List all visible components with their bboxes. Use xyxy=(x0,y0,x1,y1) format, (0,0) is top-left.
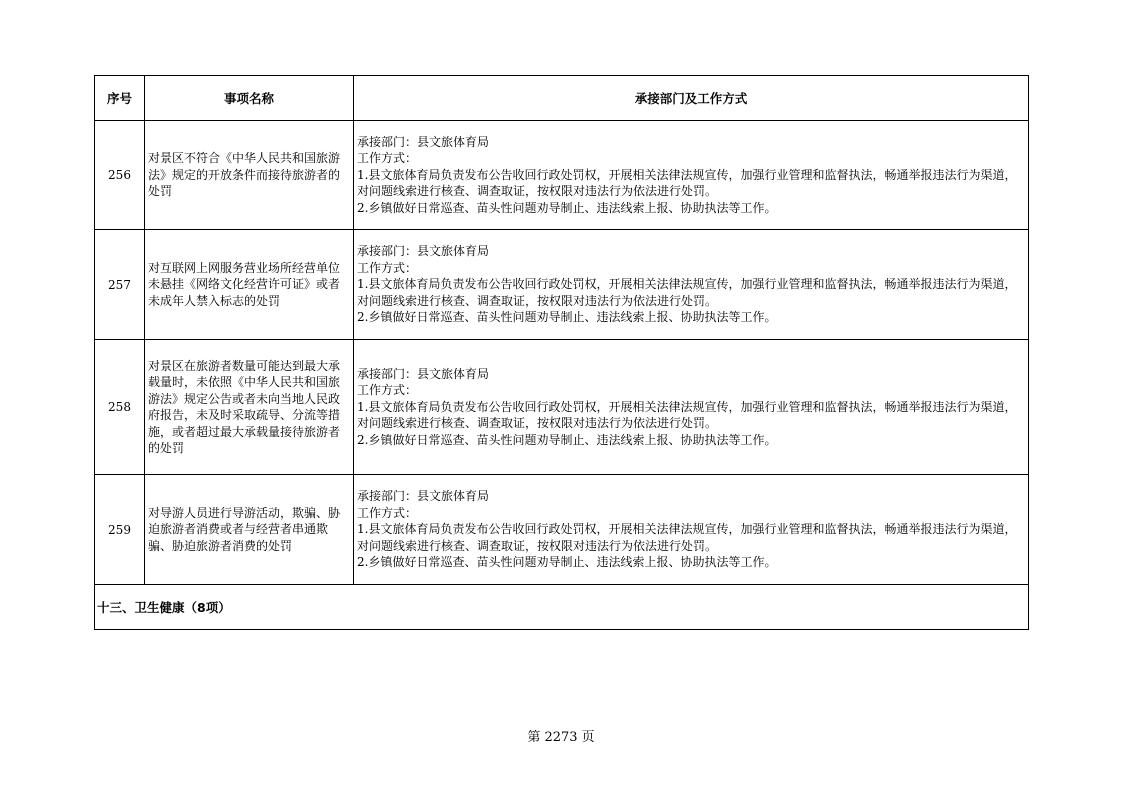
row-item-name: 对景区不符合《中华人民共和国旅游法》规定的开放条件而接待旅游者的处罚 xyxy=(145,121,354,230)
row-item-name: 对导游人员进行导游活动，欺骗、胁迫旅游者消费或者与经营者串通欺骗、胁迫旅游者消费的处罚 xyxy=(145,475,354,585)
header-item-name: 事项名称 xyxy=(145,76,354,121)
method-label: 工作方式： xyxy=(357,505,418,520)
method-step-1: 1.县文旅体育局负责发布公告收回行政处罚权，开展相关法律法规宣传，加强行业管理和监督执法，畅通举报违法行为渠道，对问题线索进行核查、调查取证，按权限对违法行为依法进行处罚。 xyxy=(357,399,1017,431)
items-table xyxy=(94,75,1029,630)
method-step-1: 1.县文旅体育局负责发布公告收回行政处罚权，开展相关法律法规宣传，加强行业管理和监督执法，畅通举报违法行为渠道，对问题线索进行核查、调查取证，按权限对违法行为依法进行处罚。 xyxy=(357,167,1017,199)
row-department-method xyxy=(354,340,1029,475)
table-row xyxy=(95,475,1029,585)
header-department-method: 承接部门及工作方式 xyxy=(354,76,1029,121)
method-step-2: 2.乡镇做好日常巡查、苗头性问题劝导制止、违法线索上报、协助执法等工作。 xyxy=(357,310,777,325)
row-number: 258 xyxy=(95,340,145,475)
method-step-2: 2.乡镇做好日常巡查、苗头性问题劝导制止、违法线索上报、协助执法等工作。 xyxy=(357,555,777,570)
table-row xyxy=(95,230,1029,340)
row-item-name: 对互联网上网服务营业场所经营单位未悬挂《网络文化经营许可证》或者未成年人禁入标志的处罚 xyxy=(145,230,354,340)
department-line: 承接部门：县文旅体育局 xyxy=(357,134,490,149)
page-number: 第 2273 页 xyxy=(527,730,595,745)
section-title: 十三、卫生健康（8项） xyxy=(95,585,1029,630)
table-row xyxy=(95,121,1029,230)
section-row xyxy=(95,585,1029,630)
row-department-method xyxy=(354,475,1029,585)
table-header-row xyxy=(95,76,1029,121)
method-step-2: 2.乡镇做好日常巡查、苗头性问题劝导制止、违法线索上报、协助执法等工作。 xyxy=(357,432,777,447)
row-item-name: 对景区在旅游者数量可能达到最大承载量时，未依照《中华人民共和国旅游法》规定公告或者未向当地人民政府报告，未及时采取疏导、分流等措施，或者超过最大承载量接待旅游者的处罚 xyxy=(145,340,354,475)
department-line: 承接部门：县文旅体育局 xyxy=(357,489,490,504)
department-line: 承接部门：县文旅体育局 xyxy=(357,366,490,381)
row-number: 256 xyxy=(95,121,145,230)
row-number: 257 xyxy=(95,230,145,340)
method-step-2: 2.乡镇做好日常巡查、苗头性问题劝导制止、违法线索上报、协助执法等工作。 xyxy=(357,200,777,215)
department-line: 承接部门：县文旅体育局 xyxy=(357,244,490,259)
method-label: 工作方式： xyxy=(357,383,418,398)
method-step-1: 1.县文旅体育局负责发布公告收回行政处罚权，开展相关法律法规宣传，加强行业管理和监督执法，畅通举报违法行为渠道，对问题线索进行核查、调查取证，按权限对违法行为依法进行处罚。 xyxy=(357,522,1017,553)
table-row xyxy=(95,340,1029,475)
method-label: 工作方式： xyxy=(357,151,418,166)
header-serial-number: 序号 xyxy=(95,76,145,121)
row-number: 259 xyxy=(95,475,145,585)
method-step-1: 1.县文旅体育局负责发布公告收回行政处罚权，开展相关法律法规宣传，加强行业管理和监督执法，畅通举报违法行为渠道，对问题线索进行核查、调查取证，按权限对违法行为依法进行处罚。 xyxy=(357,277,1017,308)
row-department-method xyxy=(354,230,1029,340)
row-department-method xyxy=(354,121,1029,230)
method-label: 工作方式： xyxy=(357,260,418,275)
